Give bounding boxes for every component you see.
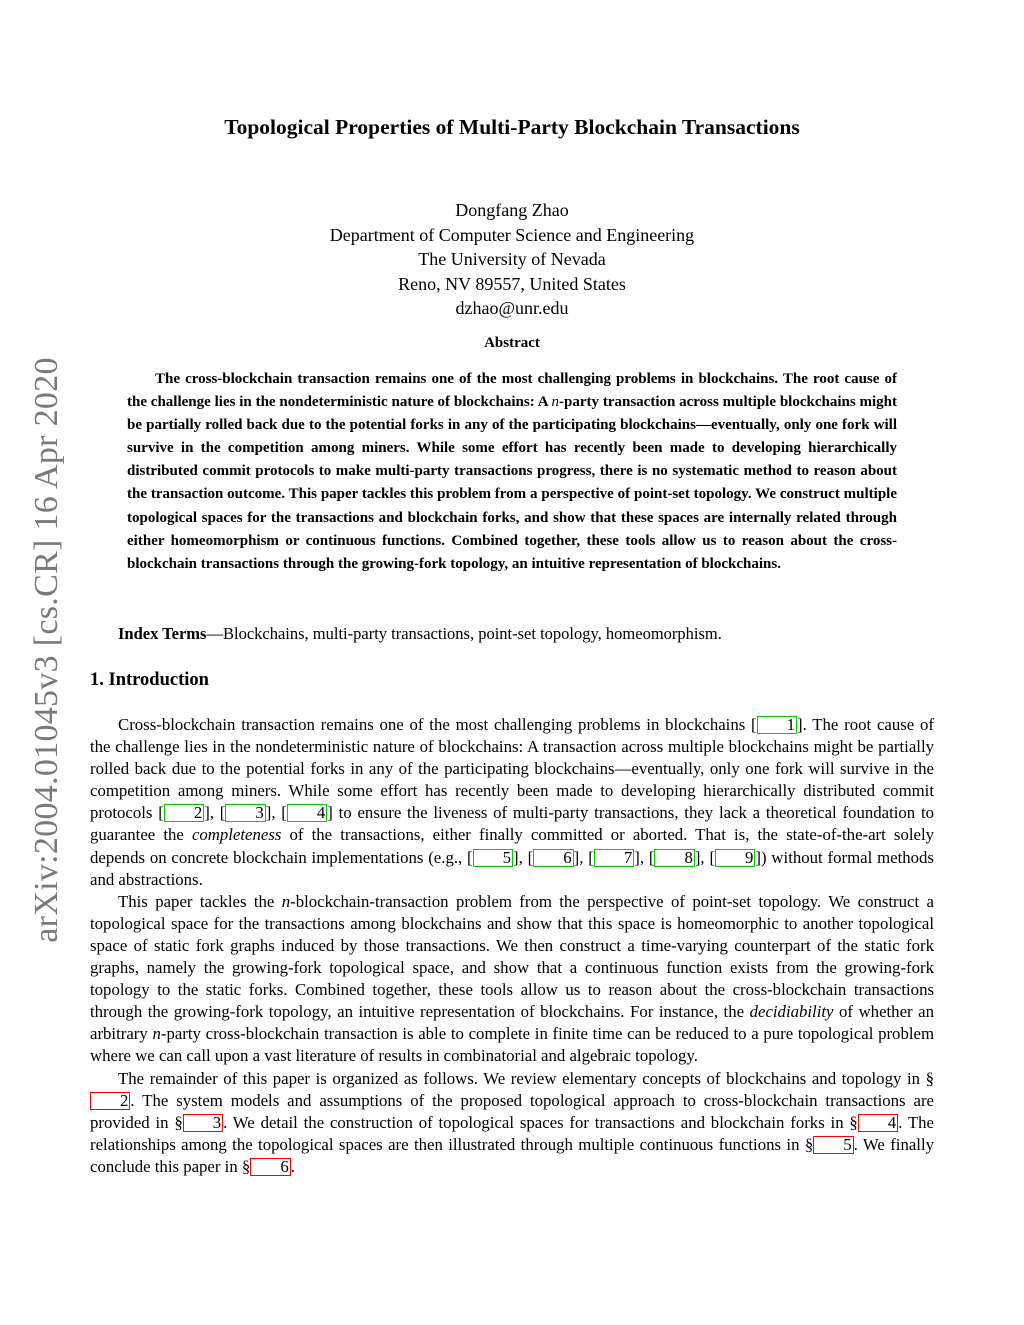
text-run: of the transactions, either finally committed or aborted. That is, the state-of-the-art solely depends on concrete blockchain implementations (e.g., [: [90, 825, 935, 867]
abstract-part: The cross-blockchain transaction remains one of the most challenging problems in blockchains. The root cause of the challenge lies in the nondeterministic nature of blockchains: A: [127, 371, 897, 411]
text-run: of whether an arbitrary: [90, 1002, 934, 1044]
introduction-body: [90, 714, 934, 1178]
abstract-heading: Abstract: [484, 335, 540, 351]
citation-link[interactable]: 6: [533, 849, 573, 867]
emphasis: completeness: [191, 825, 282, 845]
abstract-part: -party transaction across multiple blockchains might be partially rolled back due to the potential forks in any of the participating blockchains—eventually, only one fork will survive in the competition among miners. While some effort has recently been made to developing hierarchically distributed commit protocols to make multi-party transactions progress, there is no systematic method to reason about the transaction outcome. This paper tackles this problem from a perspective of point-set topology. We construct multiple topological spaces for the transactions and blockchain forks, and show that these spaces are internally related through either homeomorphism or continuous functions. Combined together, these tools allow us to reason about the cross-blockchain transactions through the growing-fork topology, an intuitive representation of blockchains.: [127, 394, 897, 572]
author-university: The University of Nevada: [418, 249, 606, 269]
arxiv-identifier-stamp: [22, 350, 72, 950]
paper-title: Topological Properties of Multi-Party Blockchain Transactions: [224, 115, 800, 139]
author-block: [0, 198, 1024, 321]
citation-link[interactable]: 7: [594, 849, 634, 867]
text-run: -blockchain-transaction problem from the perspective of point-set topology. We construct a topological space for the transactions among blockchains and show that this space is homeomorphic to another topological space of static fork graphs induced by those transactions. We then construct a time-varying counterpart of the static fork graphs, namely the growing-fork topological space, and show that a continuous function exists from the growing-fork topology to the static forks. Combined together, these tools allow us to reason about the cross-blockchain transactions through the growing-fork topology, an intuitive representation of blockchains. For instance, the: [90, 891, 934, 1022]
abstract-text: [127, 368, 897, 576]
text-run: ] to ensure the liveness of multi-party transactions, they lack a theoretical foundation to guarantee the: [90, 803, 934, 845]
arxiv-id-text: arXiv:2004.01045v3 [cs.CR] 16 Apr 2020: [28, 357, 65, 943]
section-link[interactable]: 6: [250, 1158, 290, 1176]
text-run: ], [: [634, 847, 655, 867]
text-run: ], [: [694, 847, 716, 867]
section-heading-introduction: 1. Introduction: [90, 670, 209, 690]
section-link[interactable]: 4: [858, 1114, 898, 1132]
citation-link[interactable]: 2: [164, 804, 204, 822]
text-run: . The system models and assumptions of the proposed topological approach to cross-blockchain transactions are provided in §: [90, 1090, 934, 1132]
citation-link[interactable]: 9: [715, 849, 755, 867]
emphasis: decidiability: [749, 1002, 834, 1022]
index-terms: [118, 624, 918, 644]
text-run: -party cross-blockchain transaction is able to complete in finite time can be reduced to a pure topological problem where we can call upon a vast literature of results in combinatorial and algebraic topology.: [90, 1024, 934, 1066]
author-name: Dongfang Zhao: [455, 200, 569, 220]
text-run: ]) without formal methods and abstractions.: [90, 847, 934, 889]
math-n: n: [152, 1024, 161, 1044]
section-link[interactable]: 5: [813, 1136, 853, 1154]
section-link[interactable]: 3: [183, 1114, 223, 1132]
text-run: . We finally conclude this paper in §: [90, 1134, 935, 1176]
text-run: This paper tackles the: [118, 891, 282, 911]
math-n: n: [281, 891, 291, 911]
citation-link[interactable]: 4: [287, 804, 327, 822]
author-address: Reno, NV 89557, United States: [398, 273, 626, 294]
text-run: ], [: [513, 847, 534, 867]
text-run: ], [: [204, 803, 226, 823]
index-terms-label: Index Terms: [118, 624, 207, 643]
text-run: The remainder of this paper is organized as follows. We review elementary concepts of blockchains and topology in §: [118, 1068, 934, 1088]
section-link[interactable]: 2: [90, 1092, 130, 1110]
author-email: dzhao@unr.edu: [455, 298, 569, 318]
text-run: .: [290, 1156, 295, 1176]
math-n: n: [551, 394, 560, 411]
intro-paragraph-2: [90, 891, 934, 1068]
text-run: . We detail the construction of topological spaces for transactions and blockchain forks in §: [223, 1112, 858, 1132]
author-department: Department of Computer Science and Engineering: [329, 224, 695, 245]
text-run: ]. The root cause of the challenge lies in the nondeterministic nature of blockchains: A transaction across multiple blockchains might be partially rolled back due to the potential forks in any of the participating blockchains—eventually, only one fork will survive in the competition among miners. While some effort has recently been made to developing hierarchically distributed commit protocols [: [90, 715, 934, 823]
intro-paragraph-3: [90, 1068, 934, 1178]
text-run: Cross-blockchain transaction remains one of the most challenging problems in blockchains [: [118, 715, 757, 734]
citation-link[interactable]: 8: [654, 849, 694, 867]
citation-link[interactable]: 3: [225, 804, 265, 822]
text-run: ], [: [573, 847, 594, 867]
intro-paragraph-1: [90, 714, 934, 891]
text-run: ], [: [265, 803, 287, 823]
index-terms-text: —Blockchains, multi-party transactions, point-set topology, homeomorphism.: [206, 624, 722, 643]
citation-link[interactable]: 1: [757, 716, 797, 734]
text-run: . The relationships among the topological spaces are then illustrated through multiple continuous functions in §: [90, 1112, 934, 1154]
citation-link[interactable]: 5: [473, 849, 513, 867]
